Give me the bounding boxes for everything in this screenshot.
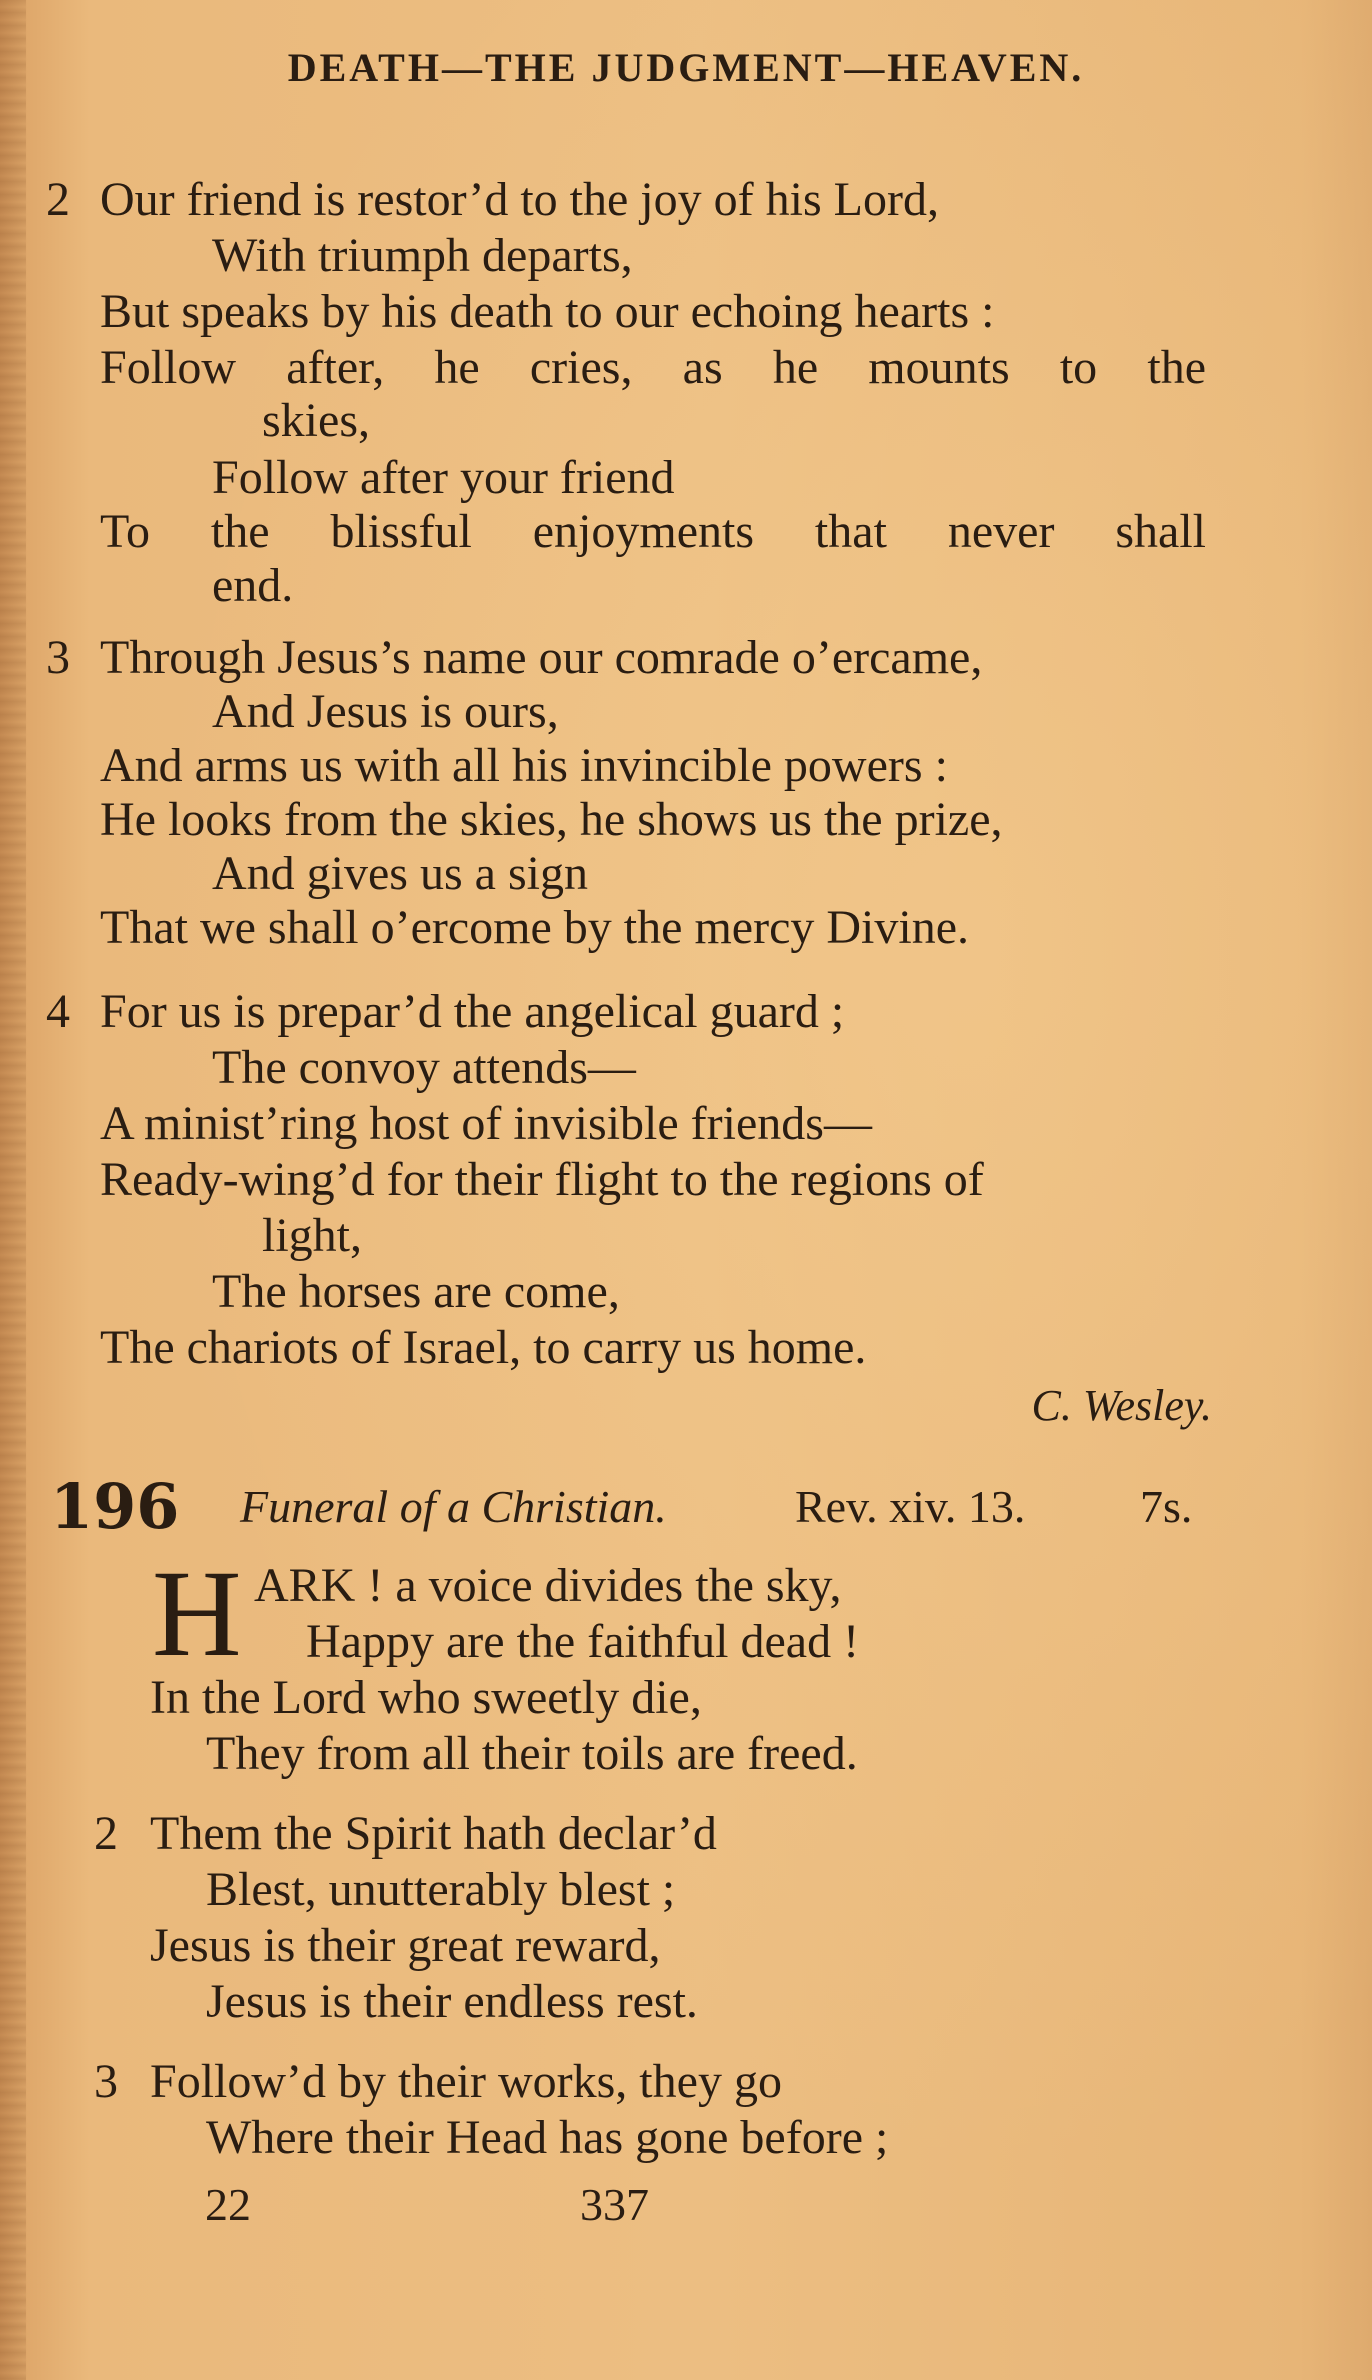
verse-line: And arms us with all his invincible powers : — [100, 739, 948, 792]
verse-line: They from all their toils are freed. — [206, 1727, 858, 1780]
scripture-reference: Rev. xiv. 13. — [795, 1481, 1026, 1532]
signature-mark: 22 — [205, 2179, 251, 2230]
verse-line: And Jesus is ours, — [212, 685, 559, 738]
verse-line: And gives us a sign — [212, 847, 588, 900]
verse-line: He looks from the skies, he shows us the prize, — [100, 793, 1003, 846]
verse-line: Blest, unutterably blest ; — [206, 1863, 676, 1916]
verse-line: With triumph departs, — [212, 229, 633, 282]
verse-line: A minist’ring host of invisible friends— — [100, 1097, 872, 1150]
verse-line: The convoy attends— — [212, 1041, 636, 1094]
hymn-heading — [0, 1470, 1372, 1543]
verse-line: end. — [212, 559, 294, 612]
page-number: 337 — [580, 2179, 649, 2230]
hymn-meter: 7s. — [1140, 1481, 1193, 1532]
stanza-number: 2 — [46, 173, 70, 226]
hymn-title: Funeral of a Christian. — [240, 1481, 667, 1532]
verse-line: But speaks by his death to our echoing hearts : — [100, 285, 995, 338]
page-edge — [0, 0, 26, 2380]
stanza-number: 2 — [94, 1807, 118, 1860]
verse-line: That we shall o’ercome by the mercy Divine. — [100, 901, 970, 954]
verse-line: Jesus is their endless rest. — [206, 1975, 698, 2028]
verse-line: Jesus is their great reward, — [150, 1919, 661, 1972]
verse-line: The chariots of Israel, to carry us home. — [100, 1321, 867, 1374]
stanza-number: 4 — [46, 985, 70, 1038]
verse-line: Through Jesus’s name our comrade o’ercame, — [100, 631, 983, 684]
verse-line: Follow’d by their works, they go — [150, 2055, 782, 2108]
verse-line: To the blissful enjoyments that never shall — [100, 505, 1206, 558]
verse-line: light, — [262, 1209, 363, 1262]
stanza-number: 3 — [94, 2055, 118, 2108]
drop-cap: H — [152, 1545, 242, 1682]
verse-line: Them the Spirit hath declar’d — [150, 1807, 717, 1860]
stanza-number: 3 — [46, 631, 70, 684]
verse-line: In the Lord who sweetly die, — [150, 1671, 702, 1724]
verse-line: skies, — [262, 394, 370, 447]
verse-line: The horses are come, — [212, 1265, 620, 1318]
verse-line: Follow after, he cries, as he mounts to the — [100, 341, 1206, 394]
verse-line: Our friend is restor’d to the joy of his Lord, — [100, 173, 939, 226]
verse-line: Happy are the faithful dead ! — [306, 1615, 860, 1668]
running-head: DEATH—THE JUDGMENT—HEAVEN. — [287, 45, 1085, 90]
hymn-number: 196 — [50, 1470, 180, 1543]
verse-line: Follow after your friend — [212, 451, 675, 504]
author-attribution: C. Wesley. — [1031, 1381, 1212, 1430]
verse-line: For us is prepar’d the angelical guard ; — [100, 985, 845, 1038]
verse-line: ARK ! a voice divides the sky, — [254, 1559, 842, 1612]
verse-line: Where their Head has gone before ; — [206, 2111, 889, 2164]
verse-line: Ready-wing’d for their flight to the regions of — [100, 1153, 984, 1206]
